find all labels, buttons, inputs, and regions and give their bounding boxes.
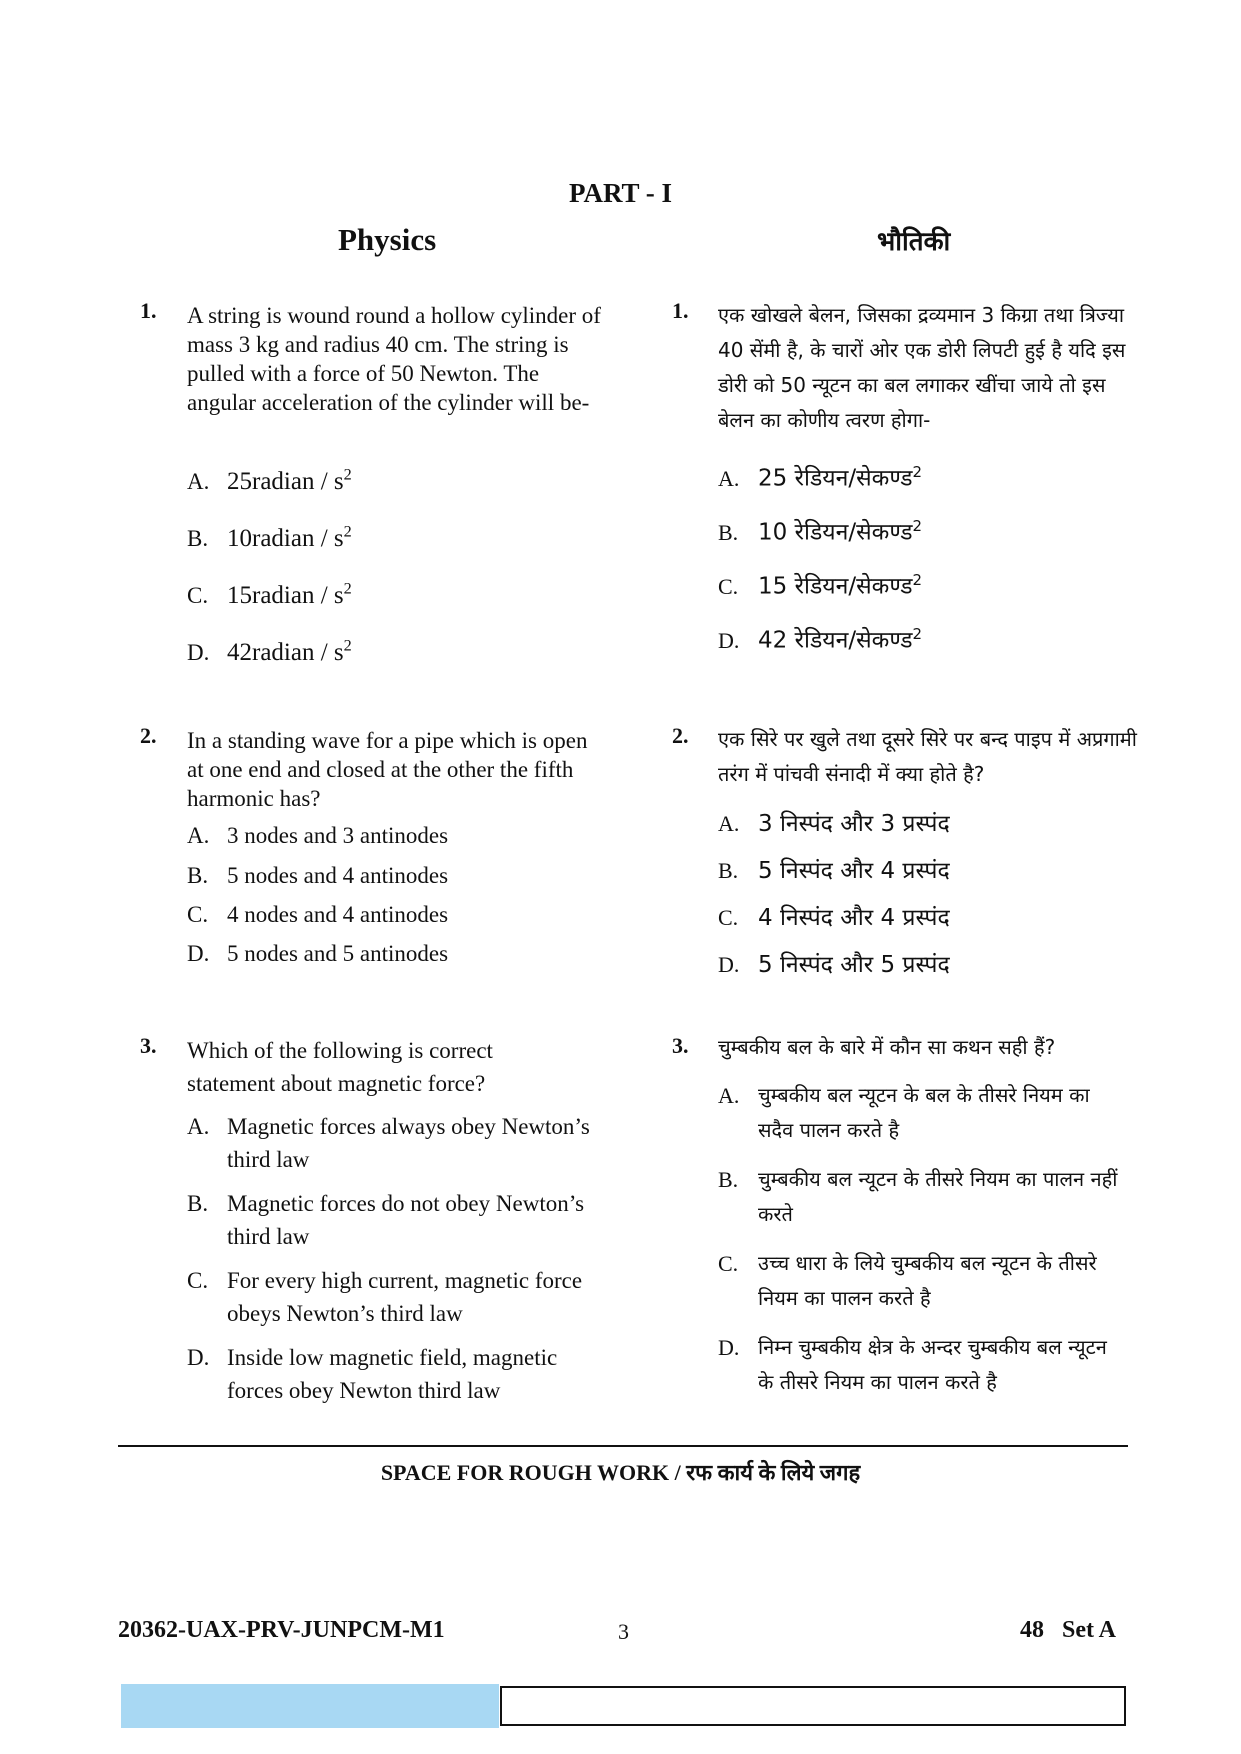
subject-english: Physics [338,222,437,257]
option-label: B. [187,526,209,552]
option-text: चुम्बकीय बल न्यूटन के तीसरे नियम का पालन नहीं करते [758,1167,1118,1226]
option-label: B. [718,519,739,545]
question-text: Which of the following is correct statement about magnetic force? [187,1038,493,1096]
option-text: 4 निस्पंद और 4 प्रस्पंद [758,905,950,931]
option-a [187,1110,607,1180]
option-text: 4 nodes and 4 antinodes [227,902,449,927]
option-text: निम्न चुम्बकीय क्षेत्र के अन्दर चुम्बकीय बल न्यूटन के तीसरे नियम का पालन करते है [758,1335,1107,1394]
set-label: 48 Set A [1020,1617,1116,1643]
question-number: 3. [140,1033,157,1058]
question-number: 2. [140,723,157,748]
question-number: 3. [672,1033,689,1058]
option-text: 42 रेडियन/सेकण्ड [758,627,913,654]
option-label: D. [718,627,740,653]
option-b [718,854,950,888]
option-label: D. [187,1345,210,1370]
option-label: D. [718,1335,740,1360]
option-text: 3 निस्पंद और 3 प्रस्पंद [758,811,950,837]
option-label: A. [718,465,740,491]
option-label: C. [718,905,739,930]
option-text: Inside low magnetic field, magnetic forces obey Newton third law [227,1345,558,1403]
option-label: C. [718,1251,739,1276]
divider-line [118,1445,1128,1447]
superscript: 2 [912,625,923,643]
question-text: A string is wound round a hollow cylinder of mass 3 kg and radius 40 cm. The string is pulled with a force of 50 Newton. The angular acceleration of the cylinder will be- [187,303,601,415]
option-b [187,516,352,555]
question-number: 2. [672,723,689,748]
option-label: B. [718,1167,739,1192]
option-text: For every high current, magnetic force obeys Newton’s third law [227,1268,583,1326]
option-label: B. [187,1191,209,1216]
paper-code: 20362-UAX-PRV-JUNPCM-M1 [118,1617,445,1643]
question-number: 1. [140,298,157,323]
option-text: 5 निस्पंद और 4 प्रस्पंद [758,858,950,884]
option-text: Magnetic forces do not obey Newton’s third law [227,1191,585,1249]
option-label: C. [187,902,209,927]
option-d [187,1341,607,1411]
option-text: 15 रेडियन/सेकण्ड [758,573,913,600]
option-label: A. [187,823,210,848]
option-d [718,948,950,982]
option-label: A. [187,469,210,495]
option-label: D. [187,941,210,966]
option-c [718,564,922,604]
question-number: 1. [672,298,689,323]
superscript: 2 [912,517,923,535]
option-d [718,618,922,658]
option-value: 15 [227,582,252,610]
option-text: 3 nodes and 3 antinodes [227,823,449,848]
superscript: 2 [343,523,352,541]
option-unit: radian / s [252,525,344,553]
option-label: C. [187,583,209,609]
superscript: 2 [343,466,352,484]
superscript: 2 [912,571,923,589]
option-text: चुम्बकीय बल न्यूटन के बल के तीसरे नियम का सदैव पालन करते है [758,1083,1090,1142]
option-value: 10 [227,525,252,553]
option-d [718,1330,1138,1402]
option-label: A. [718,811,740,836]
option-b [718,1162,1138,1234]
option-text: Magnetic forces always obey Newton’s third law [227,1114,590,1172]
option-value: 25 [227,468,252,496]
option-c [187,898,448,931]
option-b [187,1187,607,1257]
option-b [187,859,448,892]
option-label: A. [718,1083,740,1108]
option-label: D. [187,640,210,666]
page-number: 3 [618,1619,629,1644]
question-text: एक सिरे पर खुले तथा दूसरे सिरे पर बन्द पाइप में अप्रगामी तरंग में पांचवी संनादी में क्या होते है? [718,727,1137,786]
option-text: 10 रेडियन/सेकण्ड [758,519,913,546]
question-text: एक खोखले बेलन, जिसका द्रव्यमान 3 किग्रा तथा त्रिज्या 40 सेंमी है, के चारों ओर एक डोरी लिपटी हुई है यदि इस डोरी को 50 न्यूटन का बल लगाकर खींचा जाये तो इस बेलन का कोणीय त्वरण होगा- [718,303,1126,432]
option-b [718,510,922,550]
option-a [718,1078,1138,1150]
option-label: B. [187,863,209,888]
option-text: 25 रेडियन/सेकण्ड [758,465,913,492]
option-d [187,937,448,970]
superscript: 2 [912,463,923,481]
question-text: In a standing wave for a pipe which is open at one end and closed at the other the fifth harmonic has? [187,728,588,811]
footer-blue-bar [121,1684,499,1728]
subject-hindi: भौतिकी [877,227,951,257]
option-unit: radian / s [252,468,344,496]
option-c [187,1264,607,1334]
rough-work-heading: SPACE FOR ROUGH WORK / रफ कार्य के लिये जगह [380,1460,861,1485]
part-title: PART - I [568,178,673,208]
option-label: C. [187,1268,209,1293]
option-a [187,459,352,498]
question-text: चुम्बकीय बल के बारे में कौन सा कथन सही हैं? [718,1035,1056,1059]
option-label: D. [718,952,740,977]
option-label: A. [187,1114,210,1139]
option-label: C. [718,573,739,599]
superscript: 2 [343,580,352,598]
option-value: 42 [227,639,252,667]
option-d [187,630,352,669]
option-label: B. [718,858,739,883]
option-c [718,1246,1138,1318]
option-text: 5 निस्पंद और 5 प्रस्पंद [758,952,950,978]
option-text: उच्च धारा के लिये चुम्बकीय बल न्यूटन के तीसरे नियम का पालन करते है [758,1251,1097,1310]
option-a [718,807,950,841]
option-a [187,819,448,852]
option-a [718,456,922,496]
option-text: 5 nodes and 4 antinodes [227,863,449,888]
option-c [718,901,950,935]
footer-outline-box [500,1686,1126,1726]
option-text: 5 nodes and 5 antinodes [227,941,449,966]
superscript: 2 [343,637,352,655]
option-unit: radian / s [252,582,344,610]
option-unit: radian / s [252,639,344,667]
option-c [187,573,352,612]
